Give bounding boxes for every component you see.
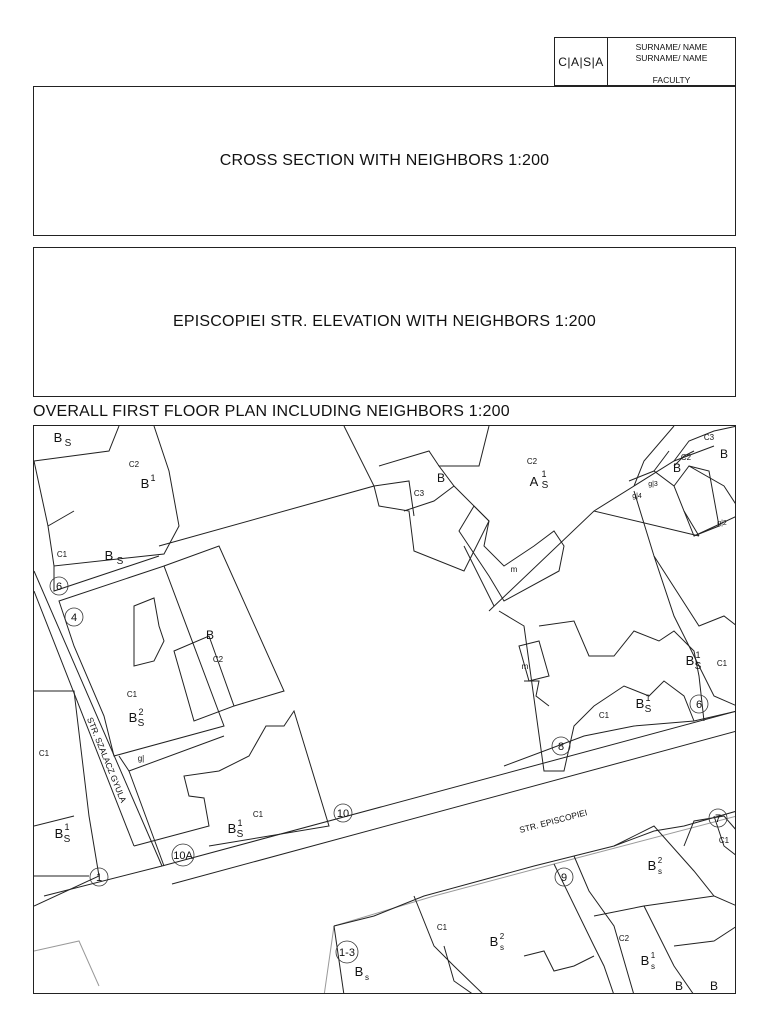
cross-section-title: CROSS SECTION WITH NEIGHBORS 1:200 [219, 152, 550, 169]
label-c1-far-left: C1 [38, 749, 50, 758]
label-c1-8: C1 [598, 711, 610, 720]
label-bs1-8: B [635, 696, 645, 711]
title-block [554, 37, 736, 86]
label-bs-left-sub: S [116, 556, 124, 567]
label-bs1-10a: B [227, 821, 237, 836]
lots-left [34, 426, 329, 906]
label-bs1-8-sub: S [644, 704, 652, 715]
label-bs2-mid-sub: S [137, 718, 145, 729]
elevation-title: EPISCOPIEI STR. ELEVATION WITH NEIGHBORS 1:200 [173, 313, 596, 330]
label-g4: g|4 [632, 493, 642, 500]
label-b-corner-right: B [719, 447, 729, 461]
label-bs1-8-sup: 1 [645, 693, 651, 703]
label-bs1-10a-sub: S [236, 829, 244, 840]
label-m-top: m [510, 565, 518, 574]
elevation-box [33, 247, 736, 397]
author-info [608, 38, 735, 85]
label-bs1-bottom: B [640, 953, 650, 968]
label-b1-top-left: B [140, 476, 150, 491]
label-bs1-right: B [685, 653, 695, 668]
house-number-4: 4 [70, 612, 78, 624]
label-m-right: m [521, 662, 529, 671]
label-c1-bottom: C1 [436, 923, 448, 932]
casa-logo: C|A|S|A [555, 38, 608, 85]
label-c1-left: C1 [56, 550, 68, 559]
house-number-10: 10 [336, 808, 350, 820]
surname-name-2: SURNAME/ NAME [635, 53, 708, 63]
label-bs1-right-sub: S [694, 661, 702, 672]
site-plan-svg [34, 426, 736, 994]
label-bs2-9: B [647, 858, 657, 873]
lots-right [594, 426, 736, 706]
label-c1-10a: C1 [252, 810, 264, 819]
label-bs2-9-sub: s [658, 867, 662, 876]
label-bs1-bottom-sup: 1 [650, 951, 656, 960]
house-number-8: 8 [557, 741, 565, 753]
label-c1-right: C1 [716, 659, 728, 668]
label-c2-corner: C2 [680, 453, 692, 462]
street-curb [34, 816, 736, 994]
label-as1-top-right-sup: 1 [541, 469, 547, 479]
label-c3-corner: C3 [703, 433, 715, 442]
label-b1-top-left-sup: 1 [150, 473, 156, 483]
label-bs2-9-sup: 2 [657, 856, 663, 865]
label-bs-1-3-sub: s [365, 973, 369, 982]
label-c1-mid: C1 [126, 690, 138, 699]
house-number-1: 1 [95, 872, 103, 884]
faculty: FACULTY [652, 75, 691, 85]
label-bs1-far-left: B [54, 826, 64, 841]
label-c2-top-right: C2 [526, 457, 538, 466]
house-number-7: 7 [714, 813, 722, 825]
surname-name-1: SURNAME/ NAME [635, 42, 708, 52]
label-g-mid: g| [137, 754, 145, 763]
label-g3: g|3 [648, 481, 658, 488]
label-b-bottom-2: B [709, 979, 719, 993]
label-as1-top-right-sub: S [541, 480, 549, 491]
label-bs-top-left: B [53, 430, 63, 445]
floor-plan-title: OVERALL FIRST FLOOR PLAN INCLUDING NEIGHBORS 1:200 [33, 403, 510, 420]
house-number-markers [50, 577, 727, 963]
label-bs1-right-sup: 1 [695, 650, 701, 660]
label-as1-top-right: A [529, 474, 539, 489]
label-bs2-mid-sup: 2 [138, 707, 144, 717]
label-b-mid: B [205, 628, 215, 642]
label-c2-bottom: C2 [618, 934, 630, 943]
label-b-top-center: B [436, 471, 446, 485]
house-number-6-left: 6 [55, 581, 63, 593]
cross-section-box [33, 86, 736, 236]
label-b-corner: B [672, 461, 682, 475]
label-c2-top-left: C2 [128, 460, 140, 469]
street-name-episcopiei: STR. EPISCOPIEI [518, 807, 589, 835]
label-c2-mid: C2 [212, 655, 224, 664]
label-bs2-bottom-sub: s [500, 943, 504, 952]
label-bs-left: B [104, 548, 114, 563]
label-bs2-bottom-sup: 2 [499, 932, 505, 941]
street-episcopiei [44, 711, 736, 896]
house-number-1-3: 1-3 [339, 947, 355, 959]
lots-center [159, 426, 736, 771]
house-number-6-right: 6 [695, 699, 703, 711]
label-bs2-bottom: B [489, 934, 499, 949]
label-bs1-10a-sup: 1 [237, 818, 243, 828]
site-plan-map [33, 425, 736, 994]
label-c3-top-center: C3 [413, 489, 425, 498]
label-bs1-bottom-sub: s [651, 962, 655, 971]
label-g2: g|2 [717, 520, 727, 527]
house-number-10a: 10A [173, 850, 193, 862]
label-bs2-mid: B [128, 710, 138, 725]
street-name-szalacz: STR. SZALACZ GYULA [85, 715, 129, 805]
house-number-9: 9 [560, 872, 568, 884]
label-c1-7: C1 [718, 836, 730, 845]
label-bs1-far-left-sub: S [63, 834, 71, 845]
lots-bottom [334, 811, 736, 994]
label-bs-top-left-sub: S [64, 438, 72, 449]
label-bs-1-3: B [354, 964, 364, 979]
label-bs1-far-left-sup: 1 [64, 822, 70, 832]
label-b-bottom-1: B [674, 979, 684, 993]
